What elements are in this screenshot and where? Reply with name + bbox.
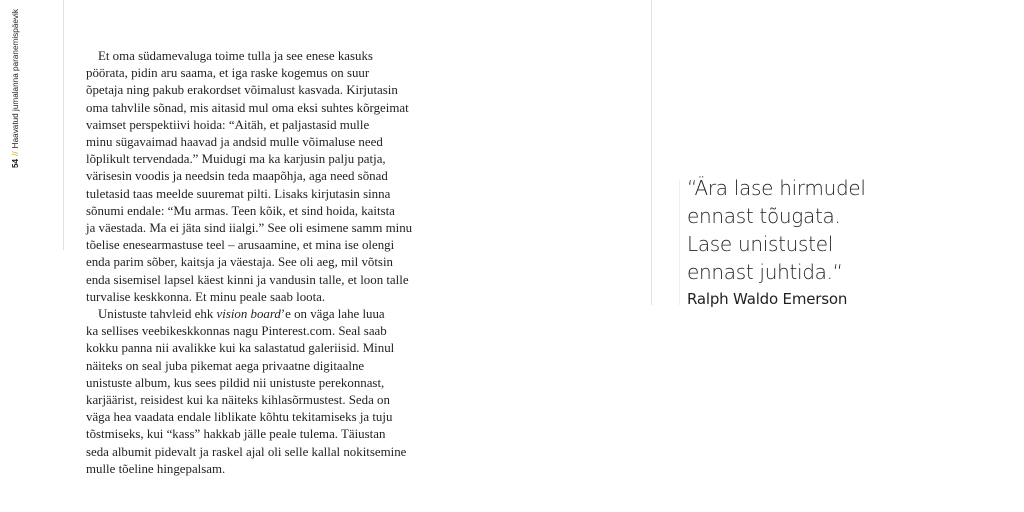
- paragraph-1-continued: [86, 65, 446, 306]
- text-line: õpetaja ning pakub erakordset võimalust kasvada. Kirjutasin: [86, 83, 398, 98]
- text-line: seda albumit pidevalt ja raskel ajal oli selle kallal nokitsemine: [86, 444, 407, 459]
- text-line: unistuste album, kus sees pildid nii unistuste perekonnast,: [86, 375, 385, 390]
- text-line: vaimset perspektiivi hoida: “Aitäh, et paljastasid mulle: [86, 117, 370, 132]
- gutter-rule: [651, 0, 652, 305]
- text-line: tõstmiseks, kui “kass” hakkab jälle peale tulema. Täiustan: [86, 427, 386, 442]
- text-line: värisesin voodis ja needsin teda maapõhja, aga need sõnad: [86, 169, 388, 184]
- text-line: ka sellises veebikeskkonnas nagu Pinterest.com. Seal saab: [86, 324, 387, 339]
- running-head-separator: //: [11, 151, 20, 156]
- paragraph-2: [86, 306, 446, 323]
- paragraph-1: [86, 48, 446, 65]
- quote-line: Lase unistustel: [687, 232, 833, 256]
- text-line: ja väestada. Ma ei jäta sind iialgi.” See oli esimene samm minu: [86, 221, 413, 236]
- paragraph-2-continued: [86, 323, 446, 478]
- text-line: väga hea vaadata endale liblikate kõhtu tekitamiseks ja tuju: [86, 410, 393, 425]
- body-text: [86, 48, 446, 478]
- text-line: oma tahvlile sõnad, mis aitasid mul oma eksi suhtes kõrgeimat: [86, 100, 409, 115]
- quote-line: ennast juhtida.“: [687, 260, 843, 284]
- text-line: mulle tõeline hingepalsam.: [86, 461, 226, 476]
- text-fragment: ’e on väga lahe luua: [280, 307, 385, 322]
- quote-line: ennast tõugata.: [687, 204, 841, 228]
- page-number: 54: [11, 158, 20, 168]
- text-line: karjäärist, reisidest kui ka näiteks kihlasõrmustest. Seda on: [86, 393, 390, 408]
- running-head-text: [8, 9, 24, 168]
- text-line: minu sügavaimad haavad ja andsid mulle võimaluse need: [86, 135, 383, 150]
- text-line: [86, 306, 446, 323]
- running-head: [8, 8, 24, 168]
- book-title: Haavatud jumalanna paranemispäevik: [11, 9, 20, 149]
- text-line: tõelise enesearmastuse teel – arusaamine, et mina ise olengi: [86, 238, 395, 253]
- pull-quote: [687, 174, 947, 310]
- text-line: enda sisemisel lapsel käest kinni ja vandusin talle, et loon talle: [86, 272, 409, 287]
- text-line: kokku panna nii avalikke kui ka salastatud galeriisid. Minul: [86, 341, 395, 356]
- text-line: tuletasid taas meelde suuremat pilti. Lisaks kirjutasin sinna: [86, 186, 391, 201]
- text-fragment: Unistuste tahvleid ehk: [98, 307, 217, 322]
- left-margin-rule: [63, 0, 64, 250]
- text-line: sõnumi endale: “Mu armas. Teen kõik, et sind hoida, kaitsta: [86, 203, 395, 218]
- text-line: näiteks on seal juba pikemat aega privaatne digitaalne: [86, 358, 365, 373]
- text-line: pöörata, pidin aru saama, et iga raske kogemus on suur: [86, 66, 370, 81]
- text-line: turvalise keskkonna. Et minu peale saab loota.: [86, 289, 326, 304]
- text-line: enda parim sõber, kaitsja ja väestaja. See oli aeg, mil võtsin: [86, 255, 393, 270]
- emphasized-term: vision board: [216, 307, 281, 322]
- quote-line: “Ära lase hirmudel: [687, 176, 866, 200]
- quote-rule: [679, 180, 680, 305]
- text-line: lõplikult tervendada.” Muidugi ma ka karjusin palju patja,: [86, 152, 386, 167]
- text-line: Et oma südamevaluga toime tulla ja see enese kasuks: [98, 49, 373, 63]
- quote-author: Ralph Waldo Emerson: [687, 290, 848, 308]
